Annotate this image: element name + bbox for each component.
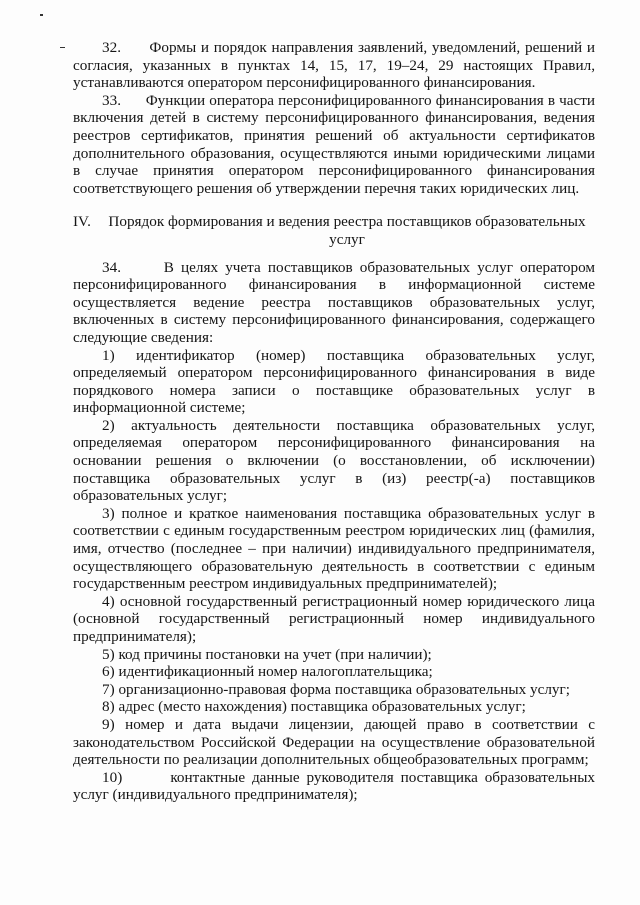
margin-mark (60, 47, 65, 48)
list-item (73, 417, 595, 505)
item-number: 6) (102, 663, 115, 681)
paragraph-32 (73, 39, 595, 92)
item-number: 2) (102, 416, 115, 434)
item-number: 5) (102, 645, 115, 663)
item-number: 7) (102, 680, 115, 698)
item-text: полное и краткое наименования поставщика образовательных услуг в соответствии с единым государственным реестром юридических лиц (фамилия, имя, отчество (последнее – при наличии) индивидуального предпринимателя, осуществляющего образовательную деятельность в соответствии с единым государственным реестром индивидуальных предпринимателей); (73, 504, 595, 593)
paragraph-number: 33. (102, 91, 121, 109)
section-heading (73, 213, 595, 248)
item-number: 8) (102, 698, 115, 716)
section-number: IV. (73, 213, 91, 231)
list-item (73, 698, 595, 716)
document-body (73, 39, 595, 804)
paragraph-text: В целях учета поставщиков образовательных услуг оператором персонифицированного финансирования в информационной системе осуществляется ведение реестра поставщиков образовательных услуг, включенных в систему персонифицированного финансирования, содержащего следующие сведения: (73, 258, 595, 346)
item-text: адрес (место нахождения) поставщика образовательных услуг; (118, 698, 526, 716)
paragraph-number: 34. (102, 258, 121, 276)
paragraph-33 (73, 92, 595, 198)
item-text: организационно-правовая форма поставщика образовательных услуг; (118, 680, 570, 698)
list-item (73, 681, 595, 699)
item-text: актуальность деятельности поставщика образовательных услуг, определяемая оператором персонифицированного финансирования на основании решения о включении (о восстановлении, об исключении) поставщика образовательных услуг в (из) реестр(-а) поставщиков образовательных услуг; (73, 416, 596, 505)
item-number: 10) (102, 768, 123, 786)
list-item (73, 716, 595, 769)
list-item (73, 646, 595, 664)
item-text: идентификационный номер налогоплательщика; (118, 663, 433, 681)
paragraph-text: Формы и порядок направления заявлений, уведомлений, решений и согласия, указанных в пунктах 14, 15, 17, 19–24, 29 настоящих Правил, устанавливаются оператором персонифицированного финансирования. (73, 39, 595, 92)
item-text: код причины постановки на учет (при наличии); (118, 645, 432, 663)
item-text: основной государственный регистрационный номер юридического лица (основной государственный регистрационный номер индивидуального предпринимателя); (73, 592, 595, 645)
item-text: идентификатор (номер) поставщика образовательных услуг, определяемый оператором персонифицированного финансирования в виде порядкового номера записи о поставщике образовательных услуг в информационной системе; (73, 346, 595, 417)
paragraph-number: 32. (102, 39, 121, 56)
item-number: 4) (102, 592, 115, 610)
paragraph-34 (73, 259, 595, 347)
section-title: Порядок формирования и ведения реестра поставщиков образовательных услуг (108, 213, 586, 248)
list-item (73, 593, 595, 646)
item-text: контактные данные руководителя поставщика образовательных услуг (индивидуального предпринимателя); (73, 768, 596, 804)
list-item (73, 769, 595, 804)
item-number: 1) (102, 346, 115, 364)
item-text: номер и дата выдачи лицензии, дающей право в соответствии с законодательством Российской Федерации на осуществление образовательной деятельности по реализации дополнительных общеобразовательных программ; (73, 715, 595, 769)
paragraph-text: Функции оператора персонифицированного финансирования в части включения детей в систему персонифицированного финансирования, ведения реестров сертификатов, принятия решений об актуальности сертификатов дополнительного образования, осуществляются иными юридическими лицами в случае принятия оператором персонифицированного финансирования соответствующего решения об утверждении перечня таких юридических лиц. (73, 91, 596, 197)
scan-speck (40, 14, 43, 16)
list-item (73, 663, 595, 681)
item-number: 9) (102, 715, 115, 733)
list-item (73, 505, 595, 593)
list-item (73, 347, 595, 417)
item-number: 3) (102, 504, 115, 522)
